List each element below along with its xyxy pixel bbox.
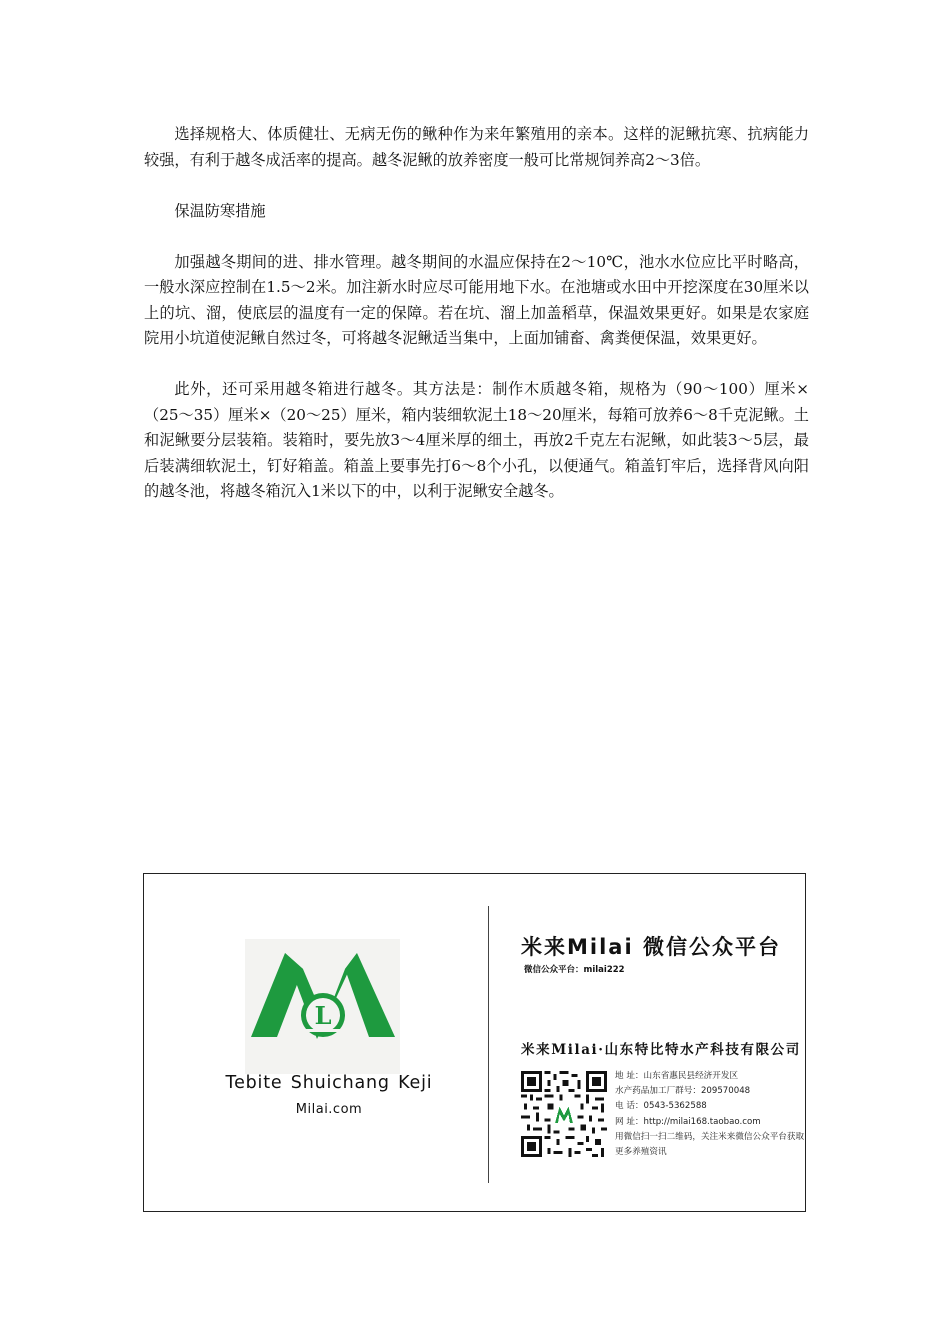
article-body: [144, 122, 809, 530]
paragraph-breeding-stock: 选择规格大、体质健壮、无病无伤的鳅种作为来年繁殖用的亲本。这样的泥鳅抗寒、抗病能力较强，有利于越冬成活率的提高。越冬泥鳅的放养密度一般可比常规饲养高2～3倍。: [144, 125, 809, 169]
card-divider: [488, 906, 489, 1183]
business-card: [143, 873, 806, 1212]
contact-phone: 电 话：0543-5362588: [615, 1101, 707, 1112]
section-heading-insulation: 保温防寒措施: [174, 201, 266, 220]
contact-group: 水产药品加工厂群号：209570048: [615, 1086, 751, 1097]
wechat-platform-title: 米来Milai 微信公众平台: [521, 935, 781, 959]
company-contact-info: [615, 1069, 805, 1160]
milai-logo-icon: [245, 939, 400, 1074]
paragraph-water-management: 加强越冬期间的进、排水管理。越冬期间的水温应保持在2～10℃，池水水位应比平时略高，一般水深应控制在1.5～2米。加注新水时应尽可能用地下水。在池塘或水田中开挖深度在30厘米以上的坑、溜，使底层的温度有一定的保障。若在坑、溜上加盖稻草，保温效果更好。如果是农家庭院用小坑道使泥鳅自然过冬，可将越冬泥鳅适当集中，上面加铺畜、禽粪便保温，效果更好。: [144, 252, 809, 347]
paragraph-overwintering-box: 此外，还可采用越冬箱进行越冬。其方法是：制作木质越冬箱，规格为（90～100）厘米×（25～35）厘米×（20～25）厘米，箱内装细软泥土18～20厘米，每箱可放养6～8千克泥鳅。土和泥鳅要分层装箱。装箱时，要先放3～4厘米厚的细土，再放2千克左右泥鳅，如此装3～5层，最后装满细软泥土，钉好箱盖。箱盖上要事先打6～8个小孔，以便通气。箱盖钉牢后，选择背风向阳的越冬池，将越冬箱沉入1米以下的中，以利于泥鳅安全越冬。: [144, 380, 809, 500]
logo-letter: L: [314, 1001, 332, 1030]
wechat-platform-id: 微信公众平台：milai222: [524, 965, 625, 975]
company-name: 米来Milai·山东特比特水产科技有限公司: [521, 1042, 801, 1058]
qr-code-icon[interactable]: [521, 1071, 607, 1157]
contact-address: 地 址：山东省惠民县经济开发区: [615, 1071, 739, 1081]
contact-website[interactable]: 网 址：http://milai168.taobao.com: [615, 1116, 761, 1127]
brand-website: Milai.com: [295, 1102, 363, 1117]
brand-english-name: Tebite Shuichang Keji: [225, 1073, 433, 1093]
contact-note: 用微信扫一扫二维码，关注米来微信公众平台获取更多养殖资讯: [615, 1131, 805, 1158]
